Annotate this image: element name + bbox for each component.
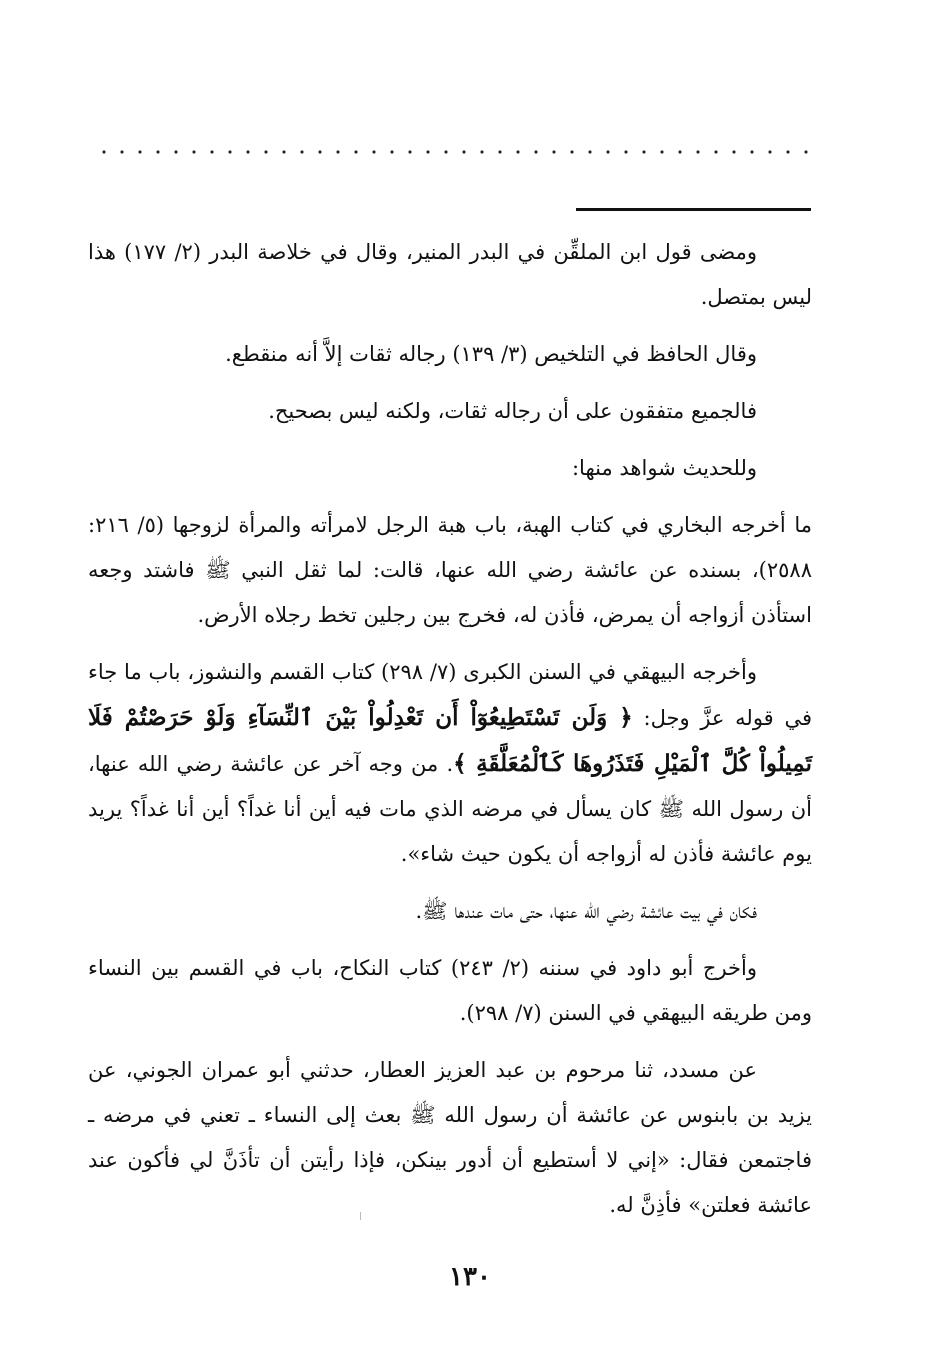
paragraph-abu-dawud: وأخرج أبو داود في سننه (٢/ ٢٤٣) كتاب النكاح، باب في القسم بين النساء ومن طريقه البيهقي في السنن (٧/ ٢٩٨).	[88, 956, 812, 1025]
paragraph-bayhaqi	[88, 650, 812, 877]
scan-speck	[360, 1212, 361, 1220]
bayhaqi-intro: وأخرجه البيهقي في السنن الكبرى (٧/ ٢٩٨) كتاب القسم والنشوز، باب ما جاء في قوله عزَّ وجل:	[88, 660, 812, 730]
page-body	[88, 230, 812, 1240]
paragraph-bukhari: ما أخرجه البخاري في كتاب الهبة، باب هبة الرجل لامرأته والمرأة لزوجها (٥/ ٢١٦: ٢٥٨٨)، بسنده عن عائشة رضي الله عنها، قالت: لما ثقل النبي ﷺ فاشتد وجعه استأذن أزواجه أن يمرض، فأذن له، فخرج بين رجلين تخط رجلاه الأرض.	[88, 513, 812, 627]
paragraph-talkhis: وقال الحافظ في التلخيص (٣/ ١٣٩) رجاله ثقات إلاَّ أنه منقطع.	[225, 342, 757, 366]
paragraph-aisha-house: فكان في بيت عائشة رضي الله عنها، حتى مات عندها ﷺ.	[415, 899, 757, 923]
paragraph-ibn-mulaqqin: ومضى قول ابن الملقِّن في البدر المنير، وقال في خلاصة البدر (٢/ ١٧٧) هذا ليس بمتصل.	[88, 240, 812, 309]
paragraph-musaddad-chain: عن مسدد، ثنا مرحوم بن عبد العزيز العطار، حدثني أبو عمران الجوني، عن يزيد بن بابنوس عن عائشة أن رسول الله ﷺ بعث إلى النساء ـ تعني في مرضه ـ فاجتمعن فقال: «إني لا أستطيع أن أدور بينكن، فإذا رأيتن أن تأذَنَّ لي فأكون عند عائشة فعلتن» فأذِنَّ له.	[88, 1058, 812, 1217]
paragraph-shawahid-heading: وللحديث شواهد منها:	[571, 456, 757, 480]
page-number: ١٣٠	[449, 1262, 491, 1292]
paragraph-conclusion: فالجميع متفقون على أن رجاله ثقات، ولكنه ليس بصحيح.	[268, 399, 757, 423]
bayhaqi-continuation: . من وجه آخر عن عائشة رضي الله عنها، أن رسول الله ﷺ كان يسأل في مرضه الذي مات فيه أين أنا غداً؟ أين أنا غداً؟ يريد يوم عائشة فأذن له أزواجه أن يكون حيث شاء».	[88, 752, 812, 866]
footnote-rule	[576, 208, 811, 211]
dotted-separator	[95, 148, 813, 156]
quran-verse: ﴿ وَلَن تَسْتَطِيعُوٓاْ أَن تَعْدِلُواْ بَيْنَ ٱلنِّسَآءِ وَلَوْ حَرَصْتُمْ فَلَا تَمِيلُواْ كُلَّ ٱلْمَيْلِ فَتَذَرُوهَا كَٱلْمُعَلَّقَةِ ﴾	[88, 704, 812, 777]
